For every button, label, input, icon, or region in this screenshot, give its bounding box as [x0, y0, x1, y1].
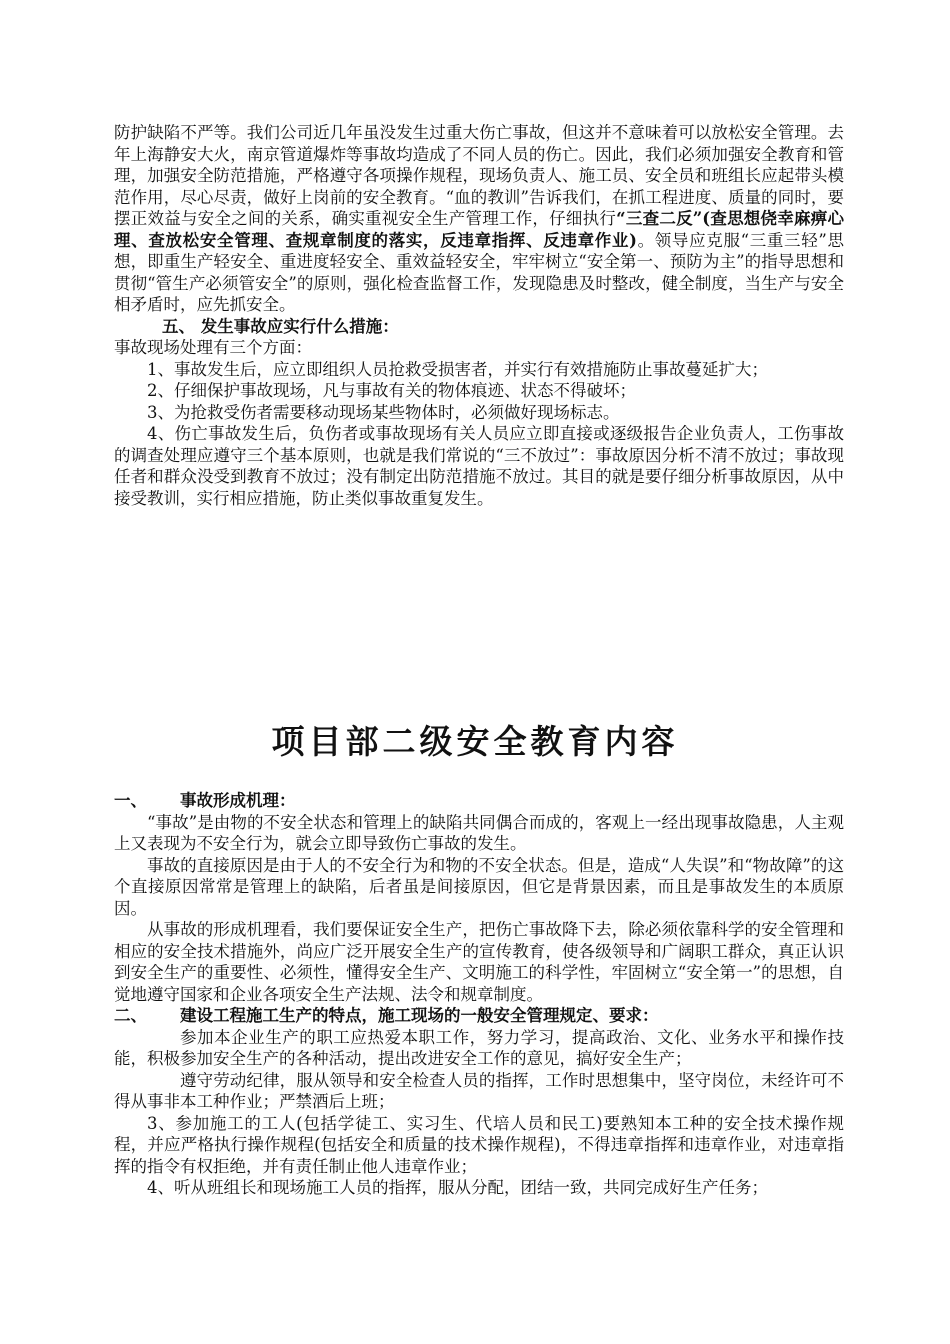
paragraph-safety-management — [114, 122, 844, 316]
measure-item-1: 1、事故发生后，应立即组织人员抢救受损害者，并实行有效措施防止事故蔓延扩大； — [147, 359, 768, 379]
section-five-heading: 五、 发生事故应实行什么措施： — [162, 316, 399, 336]
section-two-paragraph-2: 遵守劳动纪律，服从领导和安全检查人员的指挥，工作时思想集中，坚守岗位，未经许可不得从事非本工种作业；严禁酒后上班； — [114, 1070, 844, 1111]
three-checks-two-opposes: “三查二反”(查思想侥幸麻痹心理、查放松安全管理、查规章制度的落实，反违章指挥、反违章作业) — [114, 209, 844, 250]
section-two-title: 建设工程施工生产的特点，施工现场的一般安全管理规定、要求： — [180, 1006, 659, 1025]
section-two-heading — [114, 1005, 844, 1027]
page-title: 项目部二级安全教育内容 — [271, 722, 679, 761]
paragraph-text-a: 防护缺陷不严等。我们公司近几年虽没发生过重大伤亡事故，但这并不意味着可以放松安全管理。去年上海静安大火，南京管道爆炸等事故均造成了不同人员的伤亡。因此，我们必须加强安全教育和管理，加强安全防范措施，严格遵守各项操作规程，现场负责人、施工员、安全员和班组长应起带头模范作用，尽心尽责，做好上岗前的安全教育。“血的教训”告诉我们，在抓工程进度、质量的同时，要摆正效益与安全之间的关系，确实重视安全生产管理工作，仔细执行 — [114, 123, 844, 228]
section-two-paragraph-3: 3、参加施工的工人(包括学徒工、实习生、代培人员和民工)要熟知本工种的安全技术操作规程，并应严格执行操作规程(包括安全和质量的技术操作规程)，不得违章指挥和违章作业，对违章指挥的指令有权拒绝，并有责任制止他人违章作业； — [114, 1113, 844, 1176]
measure-item-4: 4、伤亡事故发生后，负伤者或事故现场有关人员应立即直接或逐级报告企业负责人，工伤事故的调查处理应遵守三个基本原则，也就是我们常说的“三不放过”：事故原因分析不清不放过；事故现任者和群众没受到教育不放过；没有制定出防范措施不放过。其目的就是要仔细分析事故原因，从中接受教训，实行相应措施，防止类似事故重复发生。 — [114, 424, 844, 508]
section-two-number: 二、 — [114, 1006, 147, 1025]
lower-text-block — [114, 790, 844, 1199]
measure-item-3: 3、为抢救受伤者需要移动现场某些物体时，必须做好现场标志。 — [147, 402, 620, 422]
scene-handling-intro: 事故现场处理有三个方面： — [114, 338, 312, 357]
section-one-heading — [114, 790, 844, 812]
section-two-paragraph-4: 4、听从班组长和现场施工人员的指挥，服从分配，团结一致，共同完成好生产任务； — [147, 1178, 768, 1197]
paragraph-text-b: 。领导应克服“三重三轻”思想，即重生产轻安全、重进度轻安全、重效益轻安全，牢牢树立“安全第一、预防为主”的指导思想和贯彻“管生产必须管安全”的原则，强化检查监督工作，发现隐患及时整改，健全制度，当生产与安全相矛盾时，应先抓安全。 — [114, 230, 845, 314]
top-text-block — [114, 122, 844, 509]
section-one-paragraph-1: “事故”是由物的不安全状态和管理上的缺陷共同偶合而成的，客观上一经出现事故隐患，人主观上又表现为不安全行为，就会立即导致伤亡事故的发生。 — [114, 812, 844, 853]
section-one-paragraph-3: 从事故的形成机理看，我们要保证安全生产，把伤亡事故降下去，除必须依靠科学的安全管理和相应的安全技术措施外，尚应广泛开展安全生产的宣传教育，使各级领导和广阔职工群众，真正认识到安全生产的重要性、必须性，懂得安全生产、文明施工的科学性，牢固树立“安全第一”的思想，自觉地遵守国家和企业各项安全生产法规、法令和规章制度。 — [114, 920, 844, 1004]
section-two-paragraph-1: 参加本企业生产的职工应热爱本职工作，努力学习，提高政治、文化、业务水平和操作技能，积极参加安全生产的各种活动，提出改进安全工作的意见，搞好安全生产； — [114, 1027, 844, 1068]
section-one-paragraph-2: 事故的直接原因是由于人的不安全行为和物的不安全状态。但是，造成“人失误”和“物故障”的这个直接原因常常是管理上的缺陷，后者虽是间接原因，但它是背景因素，而且是事故发生的本质原因。 — [114, 855, 844, 918]
section-one-title: 事故形成机理： — [180, 791, 296, 810]
measure-item-2: 2、仔细保护事故现场，凡与事故有关的物体痕迹、状态不得破坏； — [147, 381, 636, 400]
section-one-number: 一、 — [114, 791, 147, 810]
